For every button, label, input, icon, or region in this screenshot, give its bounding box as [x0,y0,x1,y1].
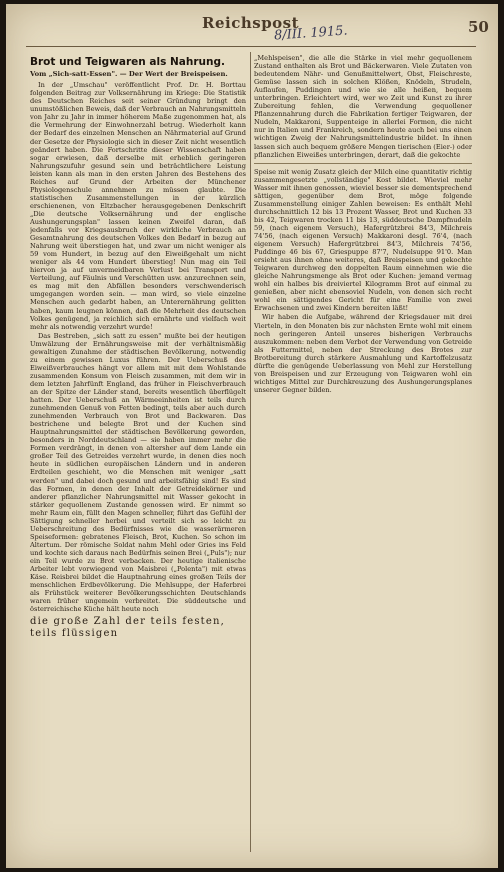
article-last-line: die große Zahl der teils festen, teils flüssigen [30,616,226,640]
section-separator [254,163,472,164]
article-paragraph: Speise mit wenig Zusatz gleich der Milch eine quantitativ richtig zusammengesetzte „vollständige" Kost bildet. Wieviel mehr Wasser mit ihnen genossen, wieviel besser sie dementsprechend sättigen, gegenüber dem Brot, möge folgende Zusammenstellung einiger Zahlen beweisen: Es enthält Mehl durchschnittlich 12 bis 13 Prozent Wasser, Brot und Kuchen 33 bis 42, Teigwaren trocken 11 bis 13, süddeutsche Dampfnudeln 59, (nach eigenem Versuch), Hafergrützbrei 84'3, Milchreis 74'56, (nach eigenen Versuch) Makkaroni desgl. 76'4, (nach eigenem Versuch) Hafergrützbrei 84'3, Milchreis 74'56, Puddinge 46 bis 67, Griespuppe 87'7, Nudelsuppe 91'0. Man ersieht aus ihnen ohne weiteres, daß Breispeisen und gekochte Teigwaren durchweg den doppelten Raum einnehmen wie die gleiche Nahrungsmenge als Brot oder Kuchen: jemand vermag wohl ein halbes bis dreiviertel Kilogramm Brot auf einmal zu genießen, aber nicht ebensoviel Nudeln, von denen sich recht wohl ein sättigendes Gericht für eine Familie von zwei Erwachsenen und zwei Kindern bereiten läßt! [254,167,472,313]
article-column-left [30,54,246,854]
article-paragraph: „Mehlspeisen", die alle die Stärke in viel mehr gequollenem Zustand enthalten als Brot und Bäckerwaren. Viele Zutaten von bedeutendem Nähr- und Genußmittelwert, Obst, Fleischreste, Gemüse lassen sich in solchen Klößen, Knödeln, Strudeln, Auflaufen, Puddingen und wie sie alle heißen, bequem unterbringen. Erleichtert wird, wer wo Zeit und Kunst zu ihrer Zubereitung fehlen, die Verwendung gequollener Pflanzennahrung durch die Fabrikation fertiger Teigwaren, der Nudeln, Makkaroni, Suppenteige in allerlei Formen, die nicht nur in Italien und Frankreich, sondern heute auch bei uns einen wichtigen Zweig der Nahrungsmittelindustrie bildet. In ihnen lassen sich auch bequem größere Mengen tierischen (Eier-) oder pflanzlichen Eiweißes unterbringen, derart, daß die gekochte [254,54,472,159]
article-paragraph: In der „Umschau" veröffentlicht Prof. Dr. H. Borttau folgenden Beitrag zur Volksernährung im Kriege: Die Statistik des Deutschen Reiches seit seiner Gründung bringt den unumstößlichen Beweis, daß der Verbrauch an Nahrungsmitteln von Jahr zu Jahr in immer höherem Maße zugenommen hat, als die Vermehrung der Einwohnerzahl betrug. Wiederholt kann der Bedarf des einzelnen Menschen an Nährmaterial auf Grund der Gesetze der Physiologie sich in dieser Zeit nicht wesentlich geändert haben. Die Fortschritte dieser Wissenschaft haben sogar erwiesen, daß derselbe mit erheblich geringeren Nahrungszufuhr gesund sein und beträchtlichere Leistung leisten kann als man in den ersten Jahren des Bestehens des Reiches auf Grund der Arbeiten der Münchener Physiologenschule annehmen zu müssen glaubte. Die statistischen Zusammenstellungen in der kürzlich erschienenen, von Eltzbacher herausgegebenen Denkschrift „Die deutsche Volksernährung und der englische Aushungerungsplan" lassen keinen Zweifel daran, daß jedenfalls vor Kriegsausbruch der wirkliche Verbrauch an Gesamtnahrung des deutschen Volkes den Bedarf in bezug auf Nahrung weit überstiegen hat, und zwar um nicht weniger als 59 vom Hundert, in bezug auf den Eiweißgehalt um nicht weniger als 44 vom Hundert überstieg! Nun mag ein Teil hiervon ja auf unvermeidbaren Verlust bei Transport und Verteilung, auf Fäulnis und Verschütten usw. anzurechnen sein, es mag mit den Abfällen besonders verschwenderisch umgegangen worden sein. — man wird, so viele einzelne Menschen auch gedarbt haben, an Unterernährung gelitten haben, kaum leugnen können, daß die Mehrheit des deutschen Volkes genügend, ja reichlich sich ernährte und vielfach weit mehr als notwendig verzehrt wurde! [30,81,246,331]
page-number: 50 [468,18,489,36]
handwritten-date: 8/III. 1915. [273,23,348,44]
header-rule [26,46,476,47]
column-divider [250,52,251,852]
article-column-right [254,54,472,814]
article-subheadline: Vom „Sich-satt-Essen". — Der Wert der Breispeisen. [30,70,228,78]
article-headline: Brot und Teigwaren als Nahrung. [30,56,225,68]
newspaper-clipping [6,4,498,868]
article-paragraph: Wir haben die Aufgabe, während der Kriegsdauer mit drei Vierteln, in den Monaten bis zur nächsten Ernte wohl mit einem noch geringeren Anteil unseres bisherigen Verbrauchs auszukommen: neben dem Verbot der Verwendung von Getreide als Futtermittel, neben der Streckung des Brotes zur Brotbereitung durch stärkere Ausmahlung und Kartoffelzusatz dürfte die genügende Ueberlassung von Mehl zur Herstellung von Breispeisen und zur Erzeugung von Teigwaren wohl ein wichtiges Mittel zur Durchkreuzung des Aushungerungsplanes unserer Gegner bilden. [254,313,472,394]
newspaper-title: Reichspost [202,14,300,32]
article-paragraph: Das Bestreben, „sich satt zu essen" mußte bei der heutigen Umwälzung der Ernährungsweise mit der verhältnismäßig gewaltigen Zunahme der städtischen Bevölkerung, notwendig zu einem gewissen Luxus führen. Der Ueberschuß des Eiweißverbrauches hängt vor allem mit mit dem Wohlstande zusammenden Konsum von Fleisch zusammen, mit dem wir in dem letzten Jahrfünft England, das früher in Fleischverbrauch an der Spitze der Länder stand, bereits wesentlich überflügelt hatten. Der Ueberschuß an Wärmeeinheiten ist teils durch zunehmenden Genuß von Fetten bedingt, teils aber auch durch zunehmenden Verbrauch von Brot und Backwaren. Das bestrichene und belegte Brot und der Kuchen sind Hauptnahrungsmittel der städtischen Bevölkerung geworden, besonders in Norddeutschland — sie haben immer mehr die Formen verdrängt, in denen von altersher auf dem Lande ein großer Teil des Getreides verzehrt wurde, in denen dies noch heute in südlichen europäischen Ländern und in anderen Erdteilen geschieht, wo die Menschen mit weniger „satt werden" und dabei doch gesund und arbeitsfähig sind! Es sind das Formen, in denen der Inhalt der Getreidekörner und anderer pflanzlicher Nahrungsmittel mit Wasser gekocht in stärker gequollenem Zustande genossen wird. Er nimmt so mehr Raum ein, füllt den Magen schneller, führt das Gefühl der Sättigung schneller herbei und verteilt sich so leicht zu Ueberschreitung des Bedürfnisses wie die wasserärmeren Speiseformen: gebratenes Fleisch, Brot, Kuchen. So schon im Altertum. Der römische Soldat nahm Mehl oder Gries ins Feld und kochte sich daraus nach Bedürfnis seinen Brei („Puls"); nur ein Teil wurde zu Brot verbacken. Der heutige italienische Arbeiter lebt vorwiegend von Maisbrei („Polenta") mit etwas Käse. Reisbrei bildet die Hauptnahrung eines großen Teils der menschlichen Erdbevölkerung. Die Mehlsuppe, der Haferbrei als Frühstück weiterer Bevölkerungsschichten Deutschlands waren früher ungemein verbreitet. Die süddeutsche und österreichische Küche hält heute noch [30,331,246,614]
masthead [6,10,498,44]
